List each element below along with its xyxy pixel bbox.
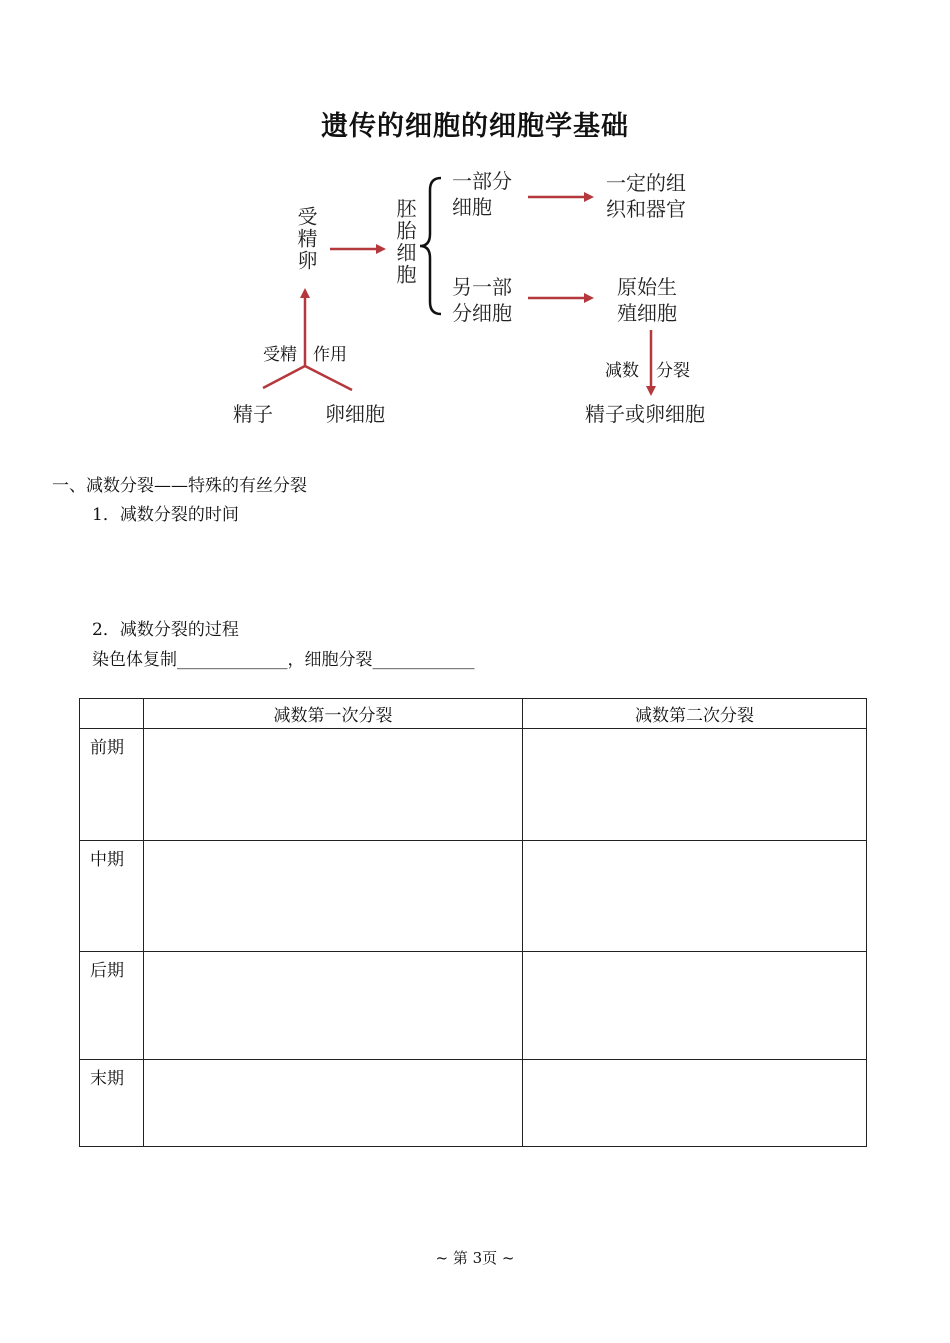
table-header: 减数第一次分裂 bbox=[144, 699, 523, 729]
label-fertilization-a: 受精 bbox=[263, 345, 297, 365]
line-sperm-branch bbox=[263, 366, 305, 388]
table-cell bbox=[144, 729, 523, 841]
page-footer: ~ 第 3页 ~ bbox=[435, 1249, 515, 1267]
table-cell bbox=[523, 1060, 867, 1147]
row-label-anaphase: 后期 bbox=[80, 952, 144, 1060]
row-label-telophase: 末期 bbox=[80, 1060, 144, 1147]
table-cell bbox=[144, 952, 523, 1060]
table-cell bbox=[144, 1060, 523, 1147]
label-fertilization-b: 作用 bbox=[313, 345, 347, 365]
label-embryo-cell: 胚胎细胞 bbox=[393, 198, 417, 286]
brace bbox=[420, 178, 441, 314]
label-fertilized-egg: 受精卵 bbox=[294, 206, 318, 272]
table-row bbox=[80, 952, 867, 1060]
table-row bbox=[80, 729, 867, 841]
table-cell bbox=[523, 729, 867, 841]
label-part-cells: 一部分 细胞 bbox=[452, 169, 512, 219]
fill-in-line: 染色体复制_____________，细胞分裂____________ bbox=[92, 650, 475, 670]
row-label-prophase: 前期 bbox=[80, 729, 144, 841]
item-meiosis-time: 1．减数分裂的时间 bbox=[92, 505, 239, 525]
label-meiosis-a: 减数 bbox=[605, 361, 639, 381]
table-cell bbox=[144, 841, 523, 952]
diagram-arrows bbox=[0, 0, 950, 450]
line-egg-branch bbox=[305, 366, 352, 390]
label-sperm: 精子 bbox=[233, 402, 273, 426]
table-header bbox=[80, 699, 144, 729]
label-result: 精子或卵细胞 bbox=[585, 402, 705, 426]
table-cell bbox=[523, 952, 867, 1060]
page-title: 遗传的细胞的细胞学基础 bbox=[321, 111, 629, 142]
section-heading: 一、减数分裂——特殊的有丝分裂 bbox=[52, 476, 307, 496]
label-meiosis-b: 分裂 bbox=[656, 361, 690, 381]
table-row bbox=[80, 1060, 867, 1147]
label-primordial: 原始生 殖细胞 bbox=[617, 275, 677, 325]
row-label-metaphase: 中期 bbox=[80, 841, 144, 952]
item-meiosis-process: 2．减数分裂的过程 bbox=[92, 620, 239, 640]
table-row bbox=[80, 841, 867, 952]
label-other-part: 另一部 分细胞 bbox=[452, 275, 512, 325]
table-header: 减数第二次分裂 bbox=[523, 699, 867, 729]
meiosis-table bbox=[79, 698, 867, 1147]
label-egg: 卵细胞 bbox=[325, 402, 385, 426]
table-cell bbox=[523, 841, 867, 952]
table-header-row bbox=[80, 699, 867, 729]
label-tissues: 一定的组 织和器官 bbox=[606, 171, 686, 221]
